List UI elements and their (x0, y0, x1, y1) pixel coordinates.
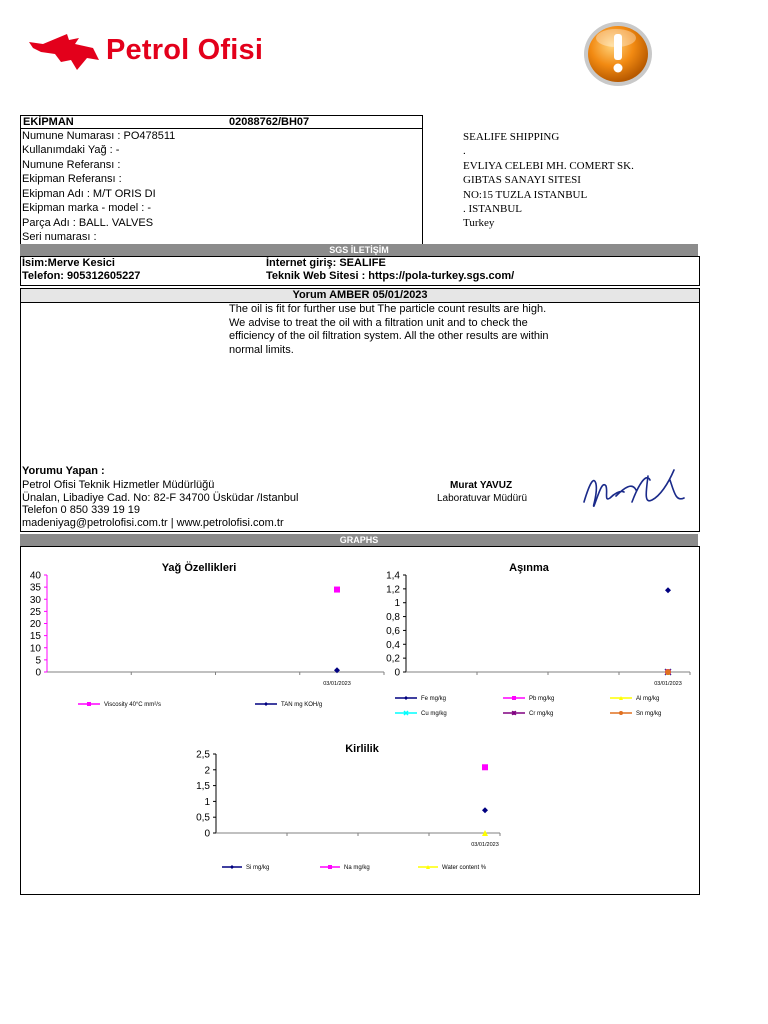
data-point (482, 764, 488, 770)
chart-title: Aşınma (509, 562, 549, 574)
x-tick-label: 03/01/2023 (654, 681, 682, 687)
y-tick-label: 1 (394, 598, 400, 610)
legend-label: Sn mg/kg (636, 711, 662, 717)
y-tick-label: 25 (29, 606, 41, 618)
comment-phone: Telefon 0 850 339 19 19 (22, 504, 141, 516)
equipment-row: Ekipman Adı : M/T ORIS DI (22, 188, 156, 200)
y-tick-label: 30 (29, 594, 41, 606)
legend-marker (512, 711, 516, 715)
equipment-row: Kullanımdaki Yağ : - (22, 144, 120, 156)
sgs-contact-bar: SGS İLETİŞİM (20, 244, 698, 256)
address-line: . ISTANBUL (463, 203, 523, 215)
equipment-code: 02088762/BH07 (229, 116, 310, 128)
x-tick-label: 03/01/2023 (471, 842, 499, 848)
data-point (665, 587, 671, 593)
equipment-row: Numune Numarası : PO478511 (22, 130, 176, 142)
legend-marker (264, 702, 268, 706)
equipment-row: Ekipman marka - model : - (22, 202, 151, 214)
legend-label: Pb mg/kg (529, 696, 555, 702)
equipment-label: EKİPMAN (23, 116, 74, 128)
equipment-row: Seri numarası : (22, 231, 97, 243)
legend-marker (328, 865, 332, 869)
data-point (334, 587, 340, 593)
y-tick-label: 0 (35, 667, 41, 679)
y-tick-label: 5 (35, 655, 41, 667)
legend-label: Cr mg/kg (529, 711, 554, 717)
contact-phone: Telefon: 905312605227 (22, 270, 141, 282)
equipment-row: Parça Adı : BALL. VALVES (22, 217, 154, 229)
address-line: EVLIYA CELEBI MH. COMERT SK. (463, 160, 634, 172)
y-tick-label: 0,5 (196, 812, 210, 824)
legend-marker (87, 702, 91, 706)
signer-name: Murat YAVUZ (450, 480, 513, 491)
address-line: SEALIFE SHIPPING (463, 131, 560, 143)
legend-marker (230, 865, 234, 869)
y-tick-label: 1,2 (386, 584, 400, 596)
y-tick-label: 0,8 (386, 612, 400, 624)
y-tick-label: 20 (29, 619, 41, 630)
legend-marker (512, 696, 516, 700)
address-line: Turkey (463, 217, 495, 229)
data-point (665, 669, 671, 675)
legend-marker (619, 711, 623, 715)
contact-name: İsim:Merve Kesici (22, 257, 115, 269)
address-line: NO:15 TUZLA ISTANBUL (463, 189, 588, 201)
y-tick-label: 1 (204, 796, 210, 808)
technical-website-link[interactable]: Teknik Web Sitesi : https://pola-turkey.sgs.com/ (266, 270, 515, 282)
y-tick-label: 10 (29, 643, 41, 655)
internet-login: İnternet giriş: SEALIFE (266, 257, 386, 269)
y-tick-label: 0,2 (386, 653, 400, 665)
chart-title: Kirlilik (345, 743, 379, 755)
legend-label: Fe mg/kg (421, 696, 447, 702)
comment-email-link[interactable]: madeniyag@petrolofisi.com.tr | www.petrolofisi.com.tr (22, 517, 284, 529)
signer-title: Laboratuvar Müdürü (437, 493, 528, 504)
comment-org: Petrol Ofisi Teknik Hizmetler Müdürlüğü (22, 479, 215, 491)
comment-by-label: Yorumu Yapan : (22, 465, 105, 477)
equipment-row: Ekipman Referansı : (22, 173, 122, 185)
comment-address: Ünalan, Libadiye Cad. No: 82-F 34700 Üsküdar /Istanbul (22, 492, 299, 504)
address-line: GIBTAS SANAYI SITESI (463, 174, 581, 186)
legend-label: Al mg/kg (636, 696, 660, 702)
comment-title: Yorum AMBER 05/01/2023 (292, 289, 428, 301)
y-tick-label: 0,6 (386, 625, 400, 637)
y-tick-label: 1,5 (196, 781, 210, 793)
legend-label: Cu mg/kg (421, 711, 447, 717)
brand-name: Petrol Ofisi (106, 34, 264, 66)
y-tick-label: 40 (29, 570, 41, 582)
graphs-bar: GRAPHS (20, 534, 698, 546)
comment-text: The oil is fit for further use but The particle count results are high. We advise to treat the oil with a filtration unit and to check the efficiency of the oil filtration system. All the other results are within normal limits. (229, 303, 549, 356)
legend-label: Viscosity 40°C mm²/s (104, 702, 161, 708)
address-line: . (463, 145, 466, 157)
x-tick-label: 03/01/2023 (323, 681, 351, 687)
legend-label: Water content % (442, 865, 487, 871)
y-tick-label: 2 (204, 765, 210, 777)
y-tick-label: 0 (204, 828, 210, 840)
y-tick-label: 35 (29, 582, 41, 594)
y-tick-label: 2,5 (196, 749, 210, 761)
legend-label: TAN mg KOH/g (281, 702, 323, 708)
chart-title: Yağ Özellikleri (161, 562, 237, 574)
legend-label: Na mg/kg (344, 865, 370, 871)
y-tick-label: 1,4 (386, 570, 400, 582)
y-tick-label: 0 (394, 667, 400, 679)
equipment-row: Numune Referansı : (22, 159, 121, 171)
y-tick-label: 0,4 (386, 639, 400, 651)
legend-label: Si mg/kg (246, 865, 270, 871)
y-tick-label: 15 (29, 631, 41, 643)
data-point (482, 807, 488, 813)
legend-marker (404, 696, 408, 700)
